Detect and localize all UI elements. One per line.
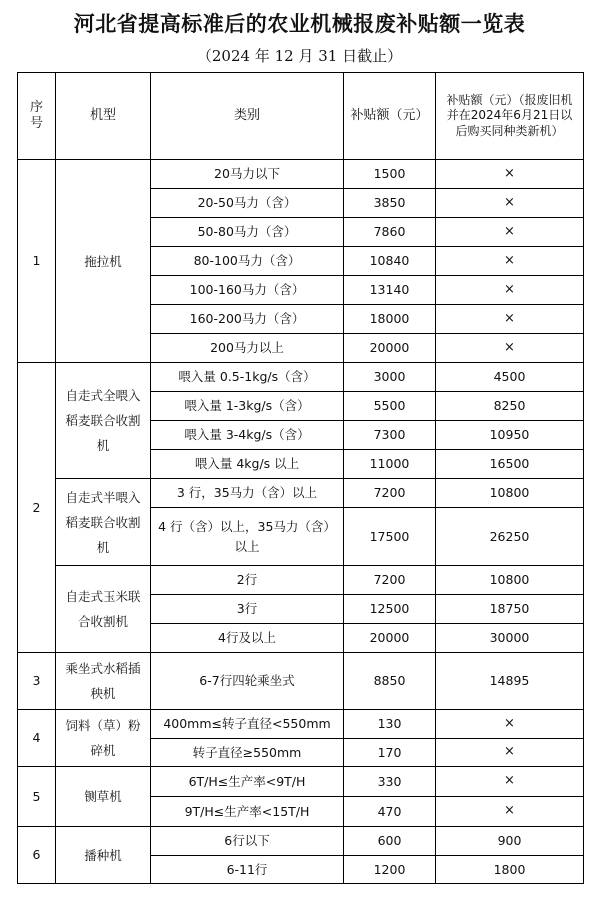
subsidy-cell: 130	[344, 710, 436, 739]
table-header-row	[18, 73, 584, 160]
category-cell: 喂入量 0.5-1kg/s（含）	[151, 363, 344, 392]
new-subsidy-cell: 1800	[436, 856, 584, 884]
new-subsidy-cell: ×	[436, 189, 584, 218]
subsidy-cell: 3000	[344, 363, 436, 392]
subsidy-cell: 7300	[344, 421, 436, 450]
machine-model-cell: 饲料（草）粉碎机	[56, 710, 151, 767]
category-cell: 20-50马力（含）	[151, 189, 344, 218]
subsidy-cell: 600	[344, 827, 436, 856]
subsidy-cell: 7200	[344, 479, 436, 508]
category-cell: 3 行，35马力（含）以上	[151, 479, 344, 508]
category-cell: 6行以下	[151, 827, 344, 856]
new-subsidy-cell: ×	[436, 767, 584, 797]
new-subsidy-cell: ×	[436, 334, 584, 363]
category-cell: 6-11行	[151, 856, 344, 884]
category-cell: 50-80马力（含）	[151, 218, 344, 247]
subsidy-cell: 3850	[344, 189, 436, 218]
document-subtitle: （2024 年 12 月 31 日截止）	[196, 47, 403, 65]
new-subsidy-cell: 10800	[436, 566, 584, 595]
new-subsidy-cell: 900	[436, 827, 584, 856]
new-subsidy-cell: 26250	[436, 508, 584, 566]
machine-model-cell: 自走式玉米联合收割机	[56, 566, 151, 653]
group-number-cell: 6	[18, 827, 56, 884]
new-subsidy-cell: ×	[436, 160, 584, 189]
new-subsidy-cell: 4500	[436, 363, 584, 392]
category-cell: 4 行（含）以上，35马力（含）以上	[151, 508, 344, 566]
header-subsidy: 补贴额（元）	[344, 73, 436, 160]
category-cell: 2行	[151, 566, 344, 595]
new-subsidy-cell: ×	[436, 797, 584, 827]
subsidy-cell: 5500	[344, 392, 436, 421]
subsidy-cell: 20000	[344, 624, 436, 653]
table-row	[18, 566, 584, 595]
machine-model-cell: 自走式全喂入稻麦联合收割机	[56, 363, 151, 479]
subsidy-cell: 11000	[344, 450, 436, 479]
table-row	[18, 363, 584, 392]
category-cell: 6-7行四轮乘坐式	[151, 653, 344, 710]
category-cell: 转子直径≥550mm	[151, 739, 344, 767]
subsidy-cell: 1200	[344, 856, 436, 884]
header-model: 机型	[56, 73, 151, 160]
machine-model-cell: 乘坐式水稻插秧机	[56, 653, 151, 710]
subsidy-cell: 10840	[344, 247, 436, 276]
table-row	[18, 767, 584, 797]
category-cell: 80-100马力（含）	[151, 247, 344, 276]
new-subsidy-cell: 14895	[436, 653, 584, 710]
table-row	[18, 827, 584, 856]
category-cell: 400mm≤转子直径<550mm	[151, 710, 344, 739]
subsidy-cell: 330	[344, 767, 436, 797]
subsidy-cell: 17500	[344, 508, 436, 566]
table-row	[18, 479, 584, 508]
table-body	[18, 160, 584, 884]
category-cell: 4行及以上	[151, 624, 344, 653]
machine-model-cell: 播种机	[56, 827, 151, 884]
category-cell: 160-200马力（含）	[151, 305, 344, 334]
category-cell: 喂入量 1-3kg/s（含）	[151, 392, 344, 421]
subsidy-cell: 18000	[344, 305, 436, 334]
category-cell: 3行	[151, 595, 344, 624]
category-cell: 6T/H≤生产率<9T/H	[151, 767, 344, 797]
new-subsidy-cell: ×	[436, 305, 584, 334]
category-cell: 喂入量 4kg/s 以上	[151, 450, 344, 479]
new-subsidy-cell: ×	[436, 739, 584, 767]
machine-model-cell: 自走式半喂入稻麦联合收割机	[56, 479, 151, 566]
subsidy-cell: 8850	[344, 653, 436, 710]
header-category: 类别	[151, 73, 344, 160]
group-number-cell: 5	[18, 767, 56, 827]
header-new-subsidy: 补贴额（元）（报废旧机并在2024年6月21日以后购买同种类新机）	[436, 73, 584, 160]
subsidy-table	[17, 72, 584, 884]
group-number-cell: 2	[18, 363, 56, 653]
group-number-cell: 3	[18, 653, 56, 710]
table-row	[18, 160, 584, 189]
subsidy-cell: 470	[344, 797, 436, 827]
subsidy-cell: 7200	[344, 566, 436, 595]
document-title: 河北省提高标准后的农业机械报废补贴额一览表	[73, 12, 526, 36]
category-cell: 9T/H≤生产率<15T/H	[151, 797, 344, 827]
new-subsidy-cell: 10800	[436, 479, 584, 508]
category-cell: 100-160马力（含）	[151, 276, 344, 305]
table-row	[18, 653, 584, 710]
new-subsidy-cell: 8250	[436, 392, 584, 421]
subsidy-cell: 1500	[344, 160, 436, 189]
subsidy-cell: 7860	[344, 218, 436, 247]
category-cell: 20马力以下	[151, 160, 344, 189]
machine-model-cell: 铡草机	[56, 767, 151, 827]
new-subsidy-cell: 10950	[436, 421, 584, 450]
new-subsidy-cell: ×	[436, 276, 584, 305]
category-cell: 喂入量 3-4kg/s（含）	[151, 421, 344, 450]
subsidy-cell: 170	[344, 739, 436, 767]
new-subsidy-cell: 18750	[436, 595, 584, 624]
subsidy-cell: 12500	[344, 595, 436, 624]
group-number-cell: 4	[18, 710, 56, 767]
machine-model-cell: 拖拉机	[56, 160, 151, 363]
new-subsidy-cell: ×	[436, 218, 584, 247]
new-subsidy-cell: ×	[436, 710, 584, 739]
new-subsidy-cell: 16500	[436, 450, 584, 479]
subsidy-cell: 13140	[344, 276, 436, 305]
subsidy-cell: 20000	[344, 334, 436, 363]
group-number-cell: 1	[18, 160, 56, 363]
header-no: 序号	[18, 73, 56, 160]
new-subsidy-cell: ×	[436, 247, 584, 276]
new-subsidy-cell: 30000	[436, 624, 584, 653]
category-cell: 200马力以上	[151, 334, 344, 363]
table-row	[18, 710, 584, 739]
